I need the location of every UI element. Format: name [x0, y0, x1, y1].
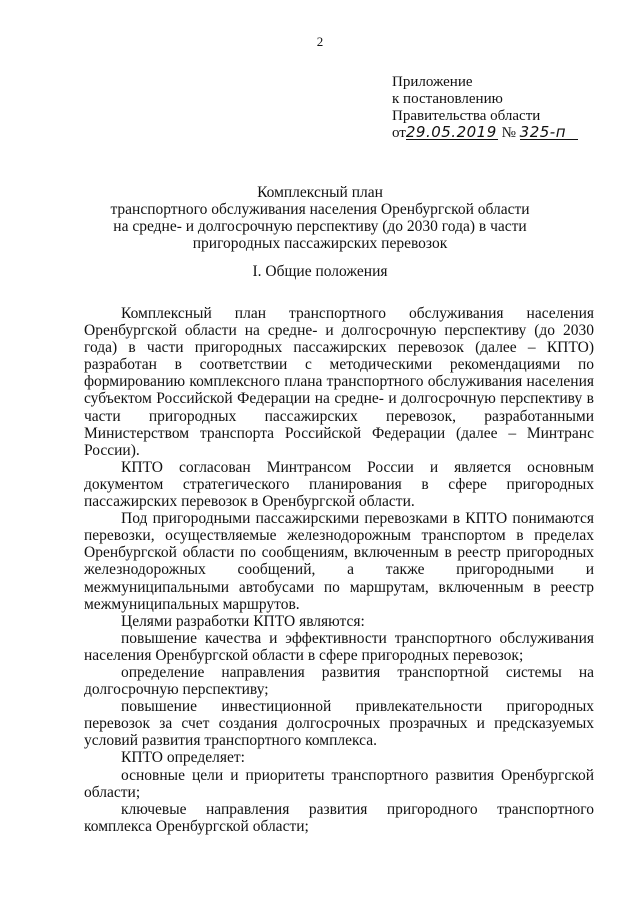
paragraph: КПТО согласован Минтрансом России и является основным документом стратегического планирования в сфере пригородных пассажирских перевозок в Оренбургской области. [84, 458, 594, 511]
paragraph: ключевые направления развития пригородного транспортного комплекса Оренбургской области; [84, 800, 594, 835]
handwritten-number: 325-п [520, 125, 578, 140]
paragraph: повышение инвестиционной привлекательности пригородных перевозок за счет создания долгосрочных прозрачных и предсказуемых условий развития транспортного комплекса. [84, 698, 594, 750]
paragraph: Под пригородными пассажирскими перевозками в КПТО понимаются перевозки, осуществляемые железнодорожным транспортом в пределах Оренбургской области по сообщениям, включенным в реестр пригородных железнодорожных сообщений, а также пригородными и межмуниципальными автобусами по маршрутам, включенным в реестр межмуниципальных маршрутов. [84, 510, 594, 613]
appendix-line-3: Правительства области [392, 108, 541, 124]
date-prefix: от [392, 125, 406, 141]
title-line-2: транспортного обслуживания населения Оренбургской области [110, 201, 530, 218]
title-line-4: пригородных пассажирских перевозок [192, 235, 448, 252]
title-line-3: на средне- и долгосрочную перспективу (до 2030 года) в части [113, 218, 527, 235]
paragraph: повышение качества и эффективности транспортного обслуживания населения Оренбургской области в сфере пригородных перевозок; [84, 629, 594, 664]
appendix-date-line [392, 125, 578, 142]
appendix-line-1: Приложение [392, 74, 473, 90]
paragraph: КПТО определяет: [121, 749, 245, 767]
document-title [0, 184, 640, 252]
paragraph: определение направления развития транспортной системы на долгосрочную перспективу; [84, 663, 594, 699]
appendix-line-2: к постановлению [392, 91, 503, 107]
handwritten-date: 29.05.2019 [405, 123, 497, 141]
appendix-block [392, 74, 578, 142]
document-body [84, 305, 594, 835]
paragraph: Комплексный план транспортного обслуживания населения Оренбургской области на средне- и долгосрочную перспективу (до 2030 года) в части пригородных пассажирских перевозок (далее – КПТО) разработан в соответствии с методическими рекомендациями по формированию комплексного плана транспортного обслуживания населения субъектом Российской Федерации на средне- и долгосрочную перспективу в части пригородных пассажирских перевозок, разработанными Министерством транспорта Российской Федерации (далее – Минтранс России). [84, 305, 594, 459]
paragraph: Целями разработки КПТО являются: [121, 612, 365, 630]
title-line-1: Комплексный план [257, 184, 383, 201]
section-heading: I. Общие положения [252, 263, 388, 280]
number-sign: № [501, 125, 516, 141]
paragraph: основные цели и приоритеты транспортного развития Оренбургской области; [84, 766, 594, 801]
page-number: 2 [316, 34, 324, 49]
